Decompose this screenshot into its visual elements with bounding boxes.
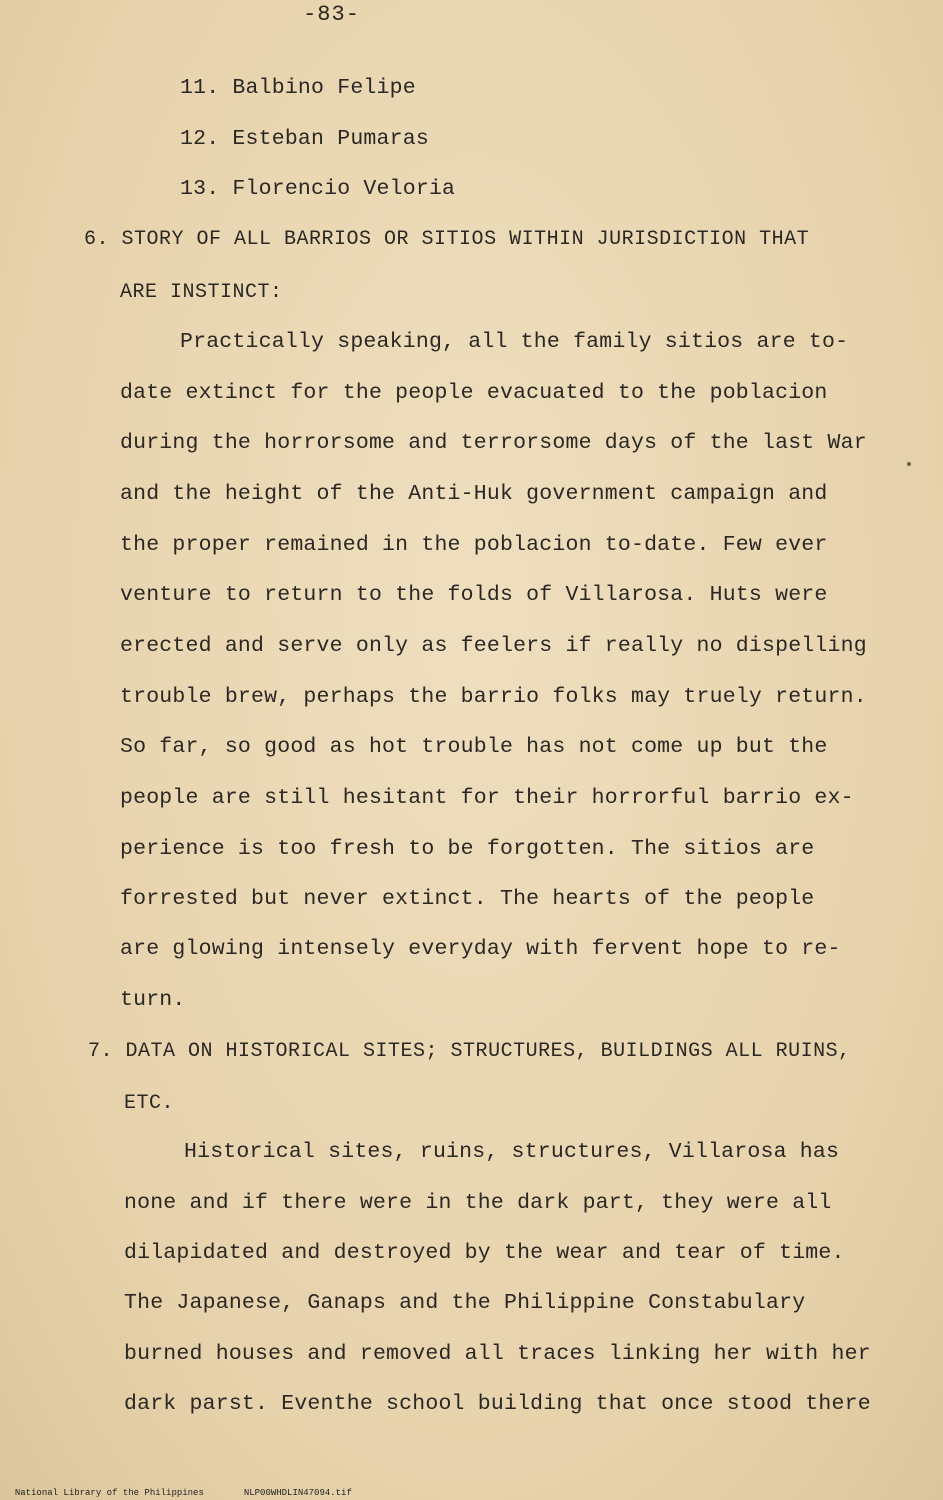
paragraph-line: So far, so good as hot trouble has not come up but the: [120, 735, 828, 759]
paragraph-line: dark parst. Eventhe school building that once stood there: [124, 1392, 871, 1416]
paragraph-line: perience is too fresh to be forgotten. The sitios are: [120, 837, 815, 861]
section-6-heading: 6. STORY OF ALL BARRIOS OR SITIOS WITHIN JURISDICTION THAT: [84, 228, 810, 251]
footer-library: National Library of the Philippines: [14, 1488, 204, 1498]
paragraph-line: dilapidated and destroyed by the wear and tear of time.: [124, 1241, 845, 1265]
paragraph-line: trouble brew, perhaps the barrio folks may truely return.: [120, 685, 867, 709]
footer-filename: NLP00WHDLIN47094.tif: [243, 1488, 352, 1498]
paragraph-line: Practically speaking, all the family sitios are to-: [180, 330, 849, 354]
paragraph-line: during the horrorsome and terrorsome days of the last War: [120, 431, 867, 455]
page-number: -83-: [303, 2, 360, 27]
paragraph-line: forrested but never extinct. The hearts of the people: [120, 887, 815, 911]
paragraph-line: and the height of the Anti-Huk government campaign and: [120, 482, 828, 506]
footer: [4, 1478, 392, 1498]
paragraph-line: The Japanese, Ganaps and the Philippine Constabulary: [124, 1291, 806, 1315]
section-7-heading: 7. DATA ON HISTORICAL SITES; STRUCTURES, BUILDINGS ALL RUINS,: [88, 1040, 851, 1063]
paragraph-line: none and if there were in the dark part, they were all: [124, 1191, 832, 1215]
paragraph-line: are glowing intensely everyday with fervent hope to re-: [120, 937, 841, 961]
list-item: 12. Esteban Pumaras: [180, 127, 429, 151]
paragraph-line: turn.: [120, 988, 186, 1012]
paragraph-line: date extinct for the people evacuated to the poblacion: [120, 381, 828, 405]
section-7-heading-cont: ETC.: [124, 1092, 175, 1115]
paragraph-line: erected and serve only as feelers if really no dispelling: [120, 634, 867, 658]
section-6-heading-cont: ARE INSTINCT:: [120, 281, 283, 304]
list-item: 13. Florencio Veloria: [180, 177, 456, 201]
paragraph-line: people are still hesitant for their horrorful barrio ex-: [120, 786, 854, 810]
paragraph-line: Historical sites, ruins, structures, Villarosa has: [184, 1140, 840, 1164]
paragraph-line: burned houses and removed all traces linking her with her: [124, 1342, 871, 1366]
list-item: 11. Balbino Felipe: [180, 76, 416, 100]
paragraph-line: venture to return to the folds of Villarosa. Huts were: [120, 583, 828, 607]
paper-speck: [907, 462, 911, 466]
paragraph-line: the proper remained in the poblacion to-date. Few ever: [120, 533, 828, 557]
